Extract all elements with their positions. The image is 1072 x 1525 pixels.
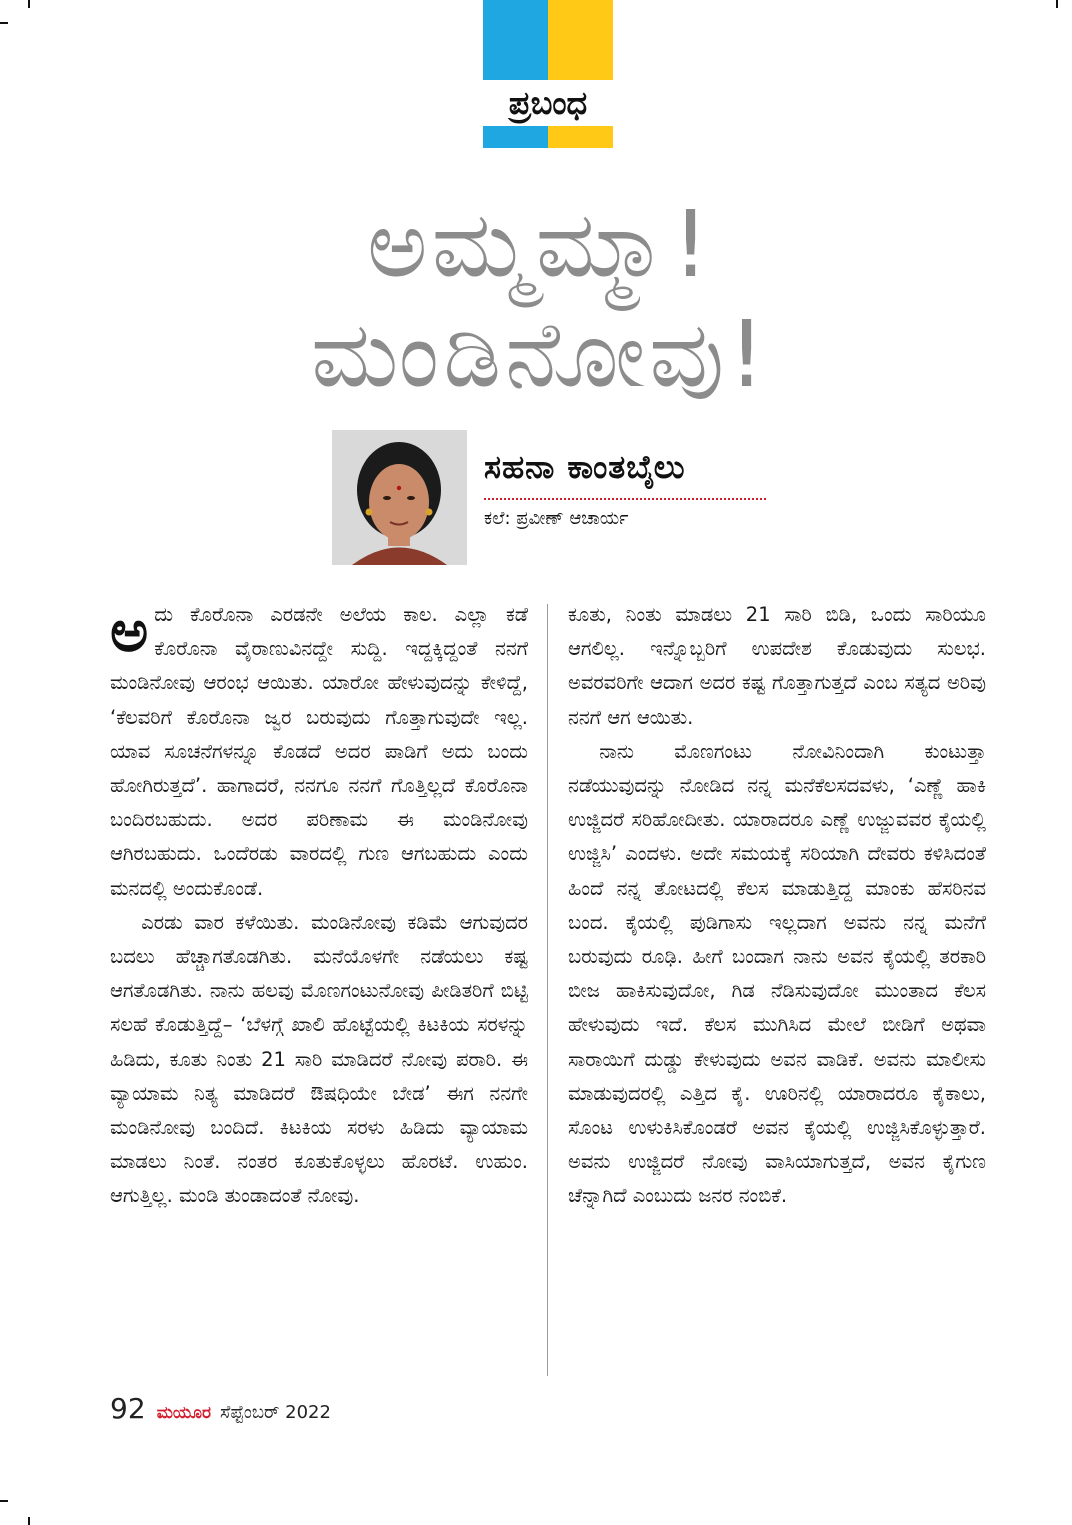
- headline-line-2: ಮಂಡಿನೋವು!: [310, 301, 770, 408]
- crop-mark: [0, 1500, 8, 1502]
- page-footer: [110, 1392, 331, 1432]
- category-label: ಪ್ರಬಂಧ: [508, 84, 588, 122]
- article-paragraph-text: ದು ಕೊರೊನಾ ಎರಡನೇ ಅಲೆಯ ಕಾಲ. ಎಲ್ಲಾ ಕಡೆ ಕೊರೊನಾ ವೈರಾಣುವಿನದ್ದೇ ಸುದ್ದಿ. ಇದ್ದಕ್ಕಿದ್ದಂತೆ ನನಗೆ ಮಂಡಿನೋವು ಆರಂಭ ಆಯಿತು. ಯಾರೋ ಹೇಳುವುದನ್ನು ಕೇಳಿದ್ದೆ, ‘ಕೆಲವರಿಗೆ ಕೊರೊನಾ ಜ್ವರ ಬರುವುದು ಗೊತ್ತಾಗುವುದೇ ಇಲ್ಲ. ಯಾವ ಸೂಚನೆಗಳನ್ನೂ ಕೊಡದೆ ಅದರ ಪಾಡಿಗೆ ಅದು ಬಂದು ಹೋಗಿರುತ್ತದೆ’. ಹಾಗಾದರೆ, ನನಗೂ ನನಗೆ ಗೊತ್ತಿಲ್ಲದೆ ಕೊರೊನಾ ಬಂದಿರಬಹುದು. ಅದರ ಪರಿಣಾಮ ಈ ಮಂಡಿನೋವು ಆಗಿರಬಹುದು. ಒಂದೆರಡು ವಾರದಲ್ಲಿ ಗುಣ ಆಗಬಹುದು ಎಂದು ಮನದಲ್ಲಿ ಅಂದುಕೊಂಡೆ.: [110, 603, 528, 900]
- magazine-logo: ಮಯೂರ: [156, 1403, 211, 1423]
- byline-divider: [484, 498, 766, 500]
- article-column-right: [568, 598, 986, 1214]
- article-paragraph: ಕೂತು, ನಿಂತು ಮಾಡಲು 21 ಸಾರಿ ಬಿಡಿ, ಒಂದು ಸಾರಿಯೂ ಆಗಲಿಲ್ಲ. ಇನ್ನೊಬ್ಬರಿಗೆ ಉಪದೇಶ ಕೊಡುವುದು ಸುಲಭ. ಅವರವರಿಗೇ ಆದಾಗ ಅದರ ಕಷ್ಟ ಗೊತ್ತಾಗುತ್ತದೆ ಎಂಬ ಸತ್ಯದ ಅರಿವು ನನಗೆ ಆಗ ಆಯಿತು.: [568, 603, 986, 729]
- crop-mark: [28, 1517, 30, 1525]
- column-divider: [547, 604, 548, 1376]
- article-paragraph: ಎರಡು ವಾರ ಕಳೆಯಿತು. ಮಂಡಿನೋವು ಕಡಿಮೆ ಆಗುವುದರ ಬದಲು ಹೆಚ್ಚಾಗತೊಡಗಿತು. ಮನೆಯೊಳಗೇ ನಡೆಯಲು ಕಷ್ಟ ಆಗತೊಡಗಿತು. ನಾನು ಹಲವು ಮೊಣಗಂಟುನೋವು ಪೀಡಿತರಿಗೆ ಬಿಟ್ಟಿ ಸಲಹೆ ಕೊಡುತ್ತಿದ್ದೆ– ‘ಬೆಳಗ್ಗೆ ಖಾಲಿ ಹೊಟ್ಟೆಯಲ್ಲಿ ಕಿಟಕಿಯ ಸರಳನ್ನು ಹಿಡಿದು, ಕೂತು ನಿಂತು 21 ಸಾರಿ ಮಾಡಿದರೆ ನೋವು ಪರಾರಿ. ಈ ವ್ಯಾಯಾಮ ನಿತ್ಯ ಮಾಡಿದರೆ ಔಷಧಿಯೇ ಬೇಡ’ ಈಗ ನನಗೇ ಮಂಡಿನೋವು ಬಂದಿದೆ. ಕಿಟಕಿಯ ಸರಳು ಹಿಡಿದು ವ್ಯಾಯಾಮ ಮಾಡಲು ನಿಂತೆ. ನಂತರ ಕೂತುಕೊಳ್ಳಲು ಹೊರಟೆ. ಉಹುಂ. ಆಗುತ್ತಿಲ್ಲ. ಮಂಡಿ ತುಂಡಾದಂತೆ ನೋವು.: [110, 910, 528, 1208]
- author-portrait-icon: [332, 430, 467, 565]
- crop-mark: [28, 0, 30, 8]
- author-name: ಸಹನಾ ಕಾಂತಬೈಲು: [484, 448, 686, 486]
- drop-cap: ಅ: [110, 597, 149, 665]
- color-band-blue: [483, 0, 548, 80]
- headline-line-1: ಅಮ್ಮಮ್ಮಾ!: [367, 191, 713, 298]
- article-paragraph: ನಾನು ಮೊಣಗಂಟು ನೋವಿನಿಂದಾಗಿ ಕುಂಟುತ್ತಾ ನಡೆಯುವುದನ್ನು ನೋಡಿದ ನನ್ನ ಮನೆಕೆಲಸದವಳು, ‘ಎಣ್ಣೆ ಹಾಕಿ ಉಜ್ಜಿದರೆ ಸರಿಹೋದೀತು. ಯಾರಾದರೂ ಎಣ್ಣೆ ಉಜ್ಜುವವರ ಕೈಯಲ್ಲಿ ಉಜ್ಜಿಸಿ’ ಎಂದಳು. ಅದೇ ಸಮಯಕ್ಕೆ ಸರಿಯಾಗಿ ದೇವರು ಕಳಿಸಿದಂತೆ ಹಿಂದೆ ನನ್ನ ತೋಟದಲ್ಲಿ ಕೆಲಸ ಮಾಡುತ್ತಿದ್ದ ಮಾಂಕು ಹೆಸರಿನವ ಬಂದ. ಕೈಯಲ್ಲಿ ಪುಡಿಗಾಸು ಇಲ್ಲದಾಗ ಅವನು ನನ್ನ ಮನೆಗೆ ಬರುವುದು ರೂಢಿ. ಹೀಗೆ ಬಂದಾಗ ನಾನು ಅವನ ಕೈಯಲ್ಲಿ ತರಕಾರಿ ಬೀಜ ಹಾಕಿಸುವುದೋ, ಗಿಡ ನೆಡಿಸುವುದೋ ಮುಂತಾದ ಕೆಲಸ ಹೇಳುವುದು ಇದೆ. ಕೆಲಸ ಮುಗಿಸಿದ ಮೇಲೆ ಬೀಡಿಗೆ ಅಥವಾ ಸಾರಾಯಿಗೆ ದುಡ್ಡು ಕೇಳುವುದು ಅವನ ವಾಡಿಕೆ. ಅವನು ಮಾಲೀಸು ಮಾಡುವುದರಲ್ಲಿ ಎತ್ತಿದ ಕೈ. ಊರಿನಲ್ಲಿ ಯಾರಾದರೂ ಕೈಕಾಲು, ಸೊಂಟ ಉಳುಕಿಸಿಕೊಂಡರೆ ಅವನ ಕೈಯಲ್ಲಿ ಉಜ್ಜಿಸಿಕೊಳ್ಳುತ್ತಾರೆ. ಅವನು ಉಜ್ಜಿದರೆ ನೋವು ವಾಸಿಯಾಗುತ್ತದೆ, ಅವನ ಕೈಗುಣ ಚೆನ್ನಾಗಿದೆ ಎಂಬುದು ಜನರ ನಂಬಿಕೆ.: [568, 739, 986, 1208]
- color-band-yellow: [548, 126, 613, 148]
- issue-date: ಸೆಪ್ಟೆಂಬರ್ 2022: [220, 1402, 331, 1423]
- crop-mark: [0, 22, 8, 24]
- color-band-yellow: [548, 0, 613, 80]
- article-paragraph: [110, 598, 528, 906]
- color-band-blue: [483, 126, 548, 148]
- artist-credit: ಕಲೆ: ಪ್ರವೀಣ್ ಆಚಾರ್ಯ: [484, 508, 629, 529]
- page-number: 92: [110, 1392, 146, 1425]
- crop-mark: [1056, 0, 1058, 8]
- article-column-left: [110, 598, 528, 1214]
- author-photo: [332, 430, 467, 565]
